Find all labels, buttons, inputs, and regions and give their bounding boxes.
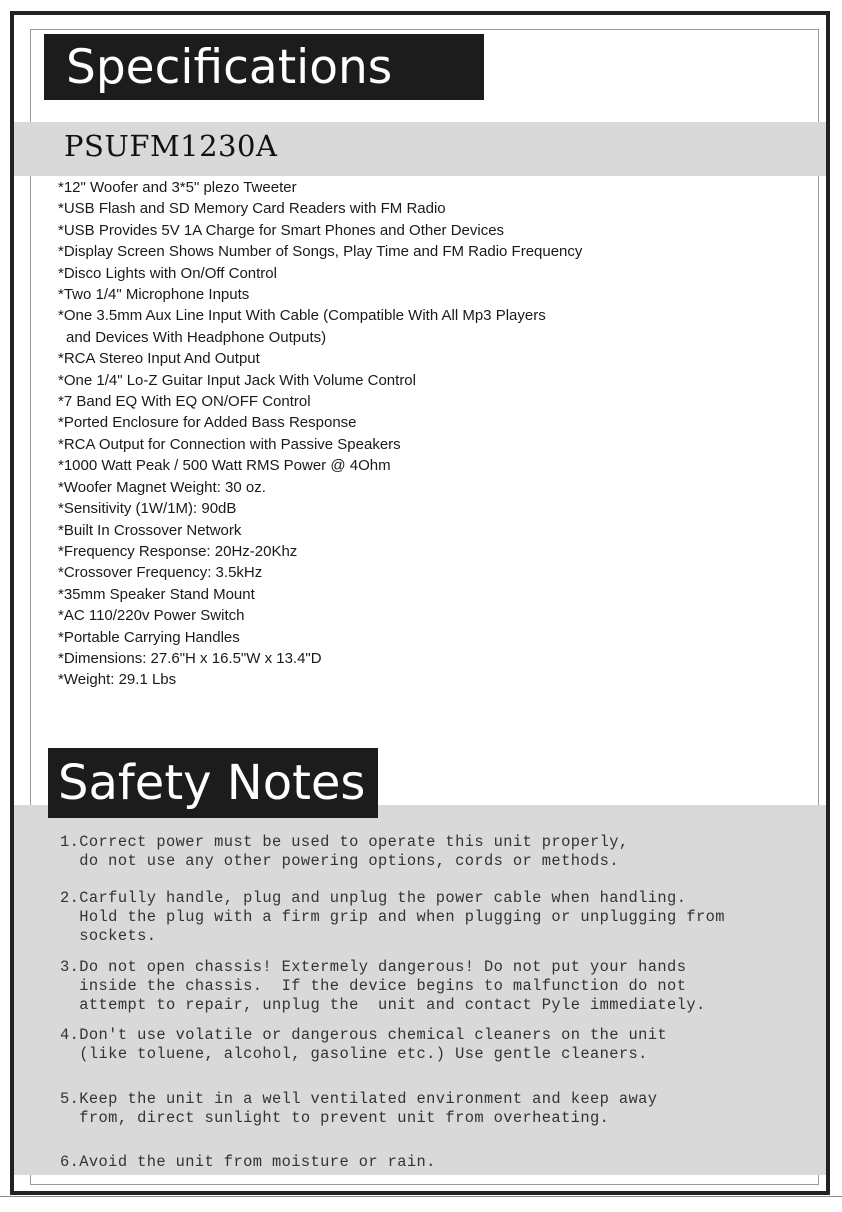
spec-item: *Frequency Response: 20Hz-20Khz xyxy=(58,542,298,560)
spec-item: *Sensitivity (1W/1M): 90dB xyxy=(58,500,237,518)
spec-item: *USB Provides 5V 1A Charge for Smart Phones and Other Devices xyxy=(58,221,505,239)
page-frame xyxy=(10,11,830,1195)
safety-note: 4.Don't use volatile or dangerous chemical cleaners on the unit (like toluene, alcohol, gasoline etc.) Use gentle cleaners. xyxy=(60,1026,668,1063)
spec-item: *Weight: 29.1 Lbs xyxy=(58,671,177,689)
page-bottom-rule xyxy=(0,1196,842,1197)
spec-item: *1000 Watt Peak / 500 Watt RMS Power @ 4Ohm xyxy=(58,457,391,475)
spec-item: *12" Woofer and 3*5" plezo Tweeter xyxy=(58,179,297,196)
spec-item: *Display Screen Shows Number of Songs, Play Time and FM Radio Frequency xyxy=(58,243,583,261)
spec-item: *Built In Crossover Network xyxy=(58,521,242,539)
spec-item: *RCA Stereo Input And Output xyxy=(58,350,260,368)
spec-item-continuation xyxy=(58,327,798,348)
safety-note: 2.Carfully handle, plug and unplug the power cable when handling. Hold the plug with a firm grip and when plugging or unplugging from sockets. xyxy=(60,889,725,945)
model-number: PSUFM1230A xyxy=(64,129,278,163)
spec-item: *USB Flash and SD Memory Card Readers with FM Radio xyxy=(58,200,446,218)
spec-item: *Ported Enclosure for Added Bass Response xyxy=(58,414,357,432)
spec-item: *RCA Output for Connection with Passive Speakers xyxy=(58,435,401,453)
safety-notes-heading: Safety Notes xyxy=(48,748,378,818)
spec-item-continuation-text: and Devices With Headphone Outputs) xyxy=(66,328,327,346)
safety-note: 1.Correct power must be used to operate this unit properly, do not use any other powering options, cords or methods. xyxy=(60,833,629,870)
specifications-heading: Specifications xyxy=(44,34,484,100)
spec-item: *One 1/4" Lo-Z Guitar Input Jack With Volume Control xyxy=(58,371,416,389)
spec-item: *Dimensions: 27.6"H x 16.5"W x 13.4"D xyxy=(58,649,322,667)
spec-item: *Disco Lights with On/Off Control xyxy=(58,264,277,282)
spec-item: *Crossover Frequency: 3.5kHz xyxy=(58,564,263,582)
spec-item: *7 Band EQ With EQ ON/OFF Control xyxy=(58,393,311,411)
spec-item: *Woofer Magnet Weight: 30 oz. xyxy=(58,478,266,496)
spec-list xyxy=(58,177,798,691)
safety-note: 6.Avoid the unit from moisture or rain. xyxy=(60,1153,436,1171)
spec-item: *Two 1/4" Microphone Inputs xyxy=(58,286,250,304)
spec-item: *Portable Carrying Handles xyxy=(58,628,240,646)
spec-item: *One 3.5mm Aux Line Input With Cable (Compatible With All Mp3 Players xyxy=(58,307,546,325)
safety-note: 3.Do not open chassis! Extermely dangerous! Do not put your hands inside the chassis. If the device begins to malfunction do not attempt to repair, unplug the unit and contact Pyle immediately. xyxy=(60,958,706,1014)
safety-note: 5.Keep the unit in a well ventilated environment and keep away from, direct sunlight to prevent unit from overheating. xyxy=(60,1090,658,1127)
spec-item: *35mm Speaker Stand Mount xyxy=(58,585,255,603)
spec-item: *AC 110/220v Power Switch xyxy=(58,607,245,625)
